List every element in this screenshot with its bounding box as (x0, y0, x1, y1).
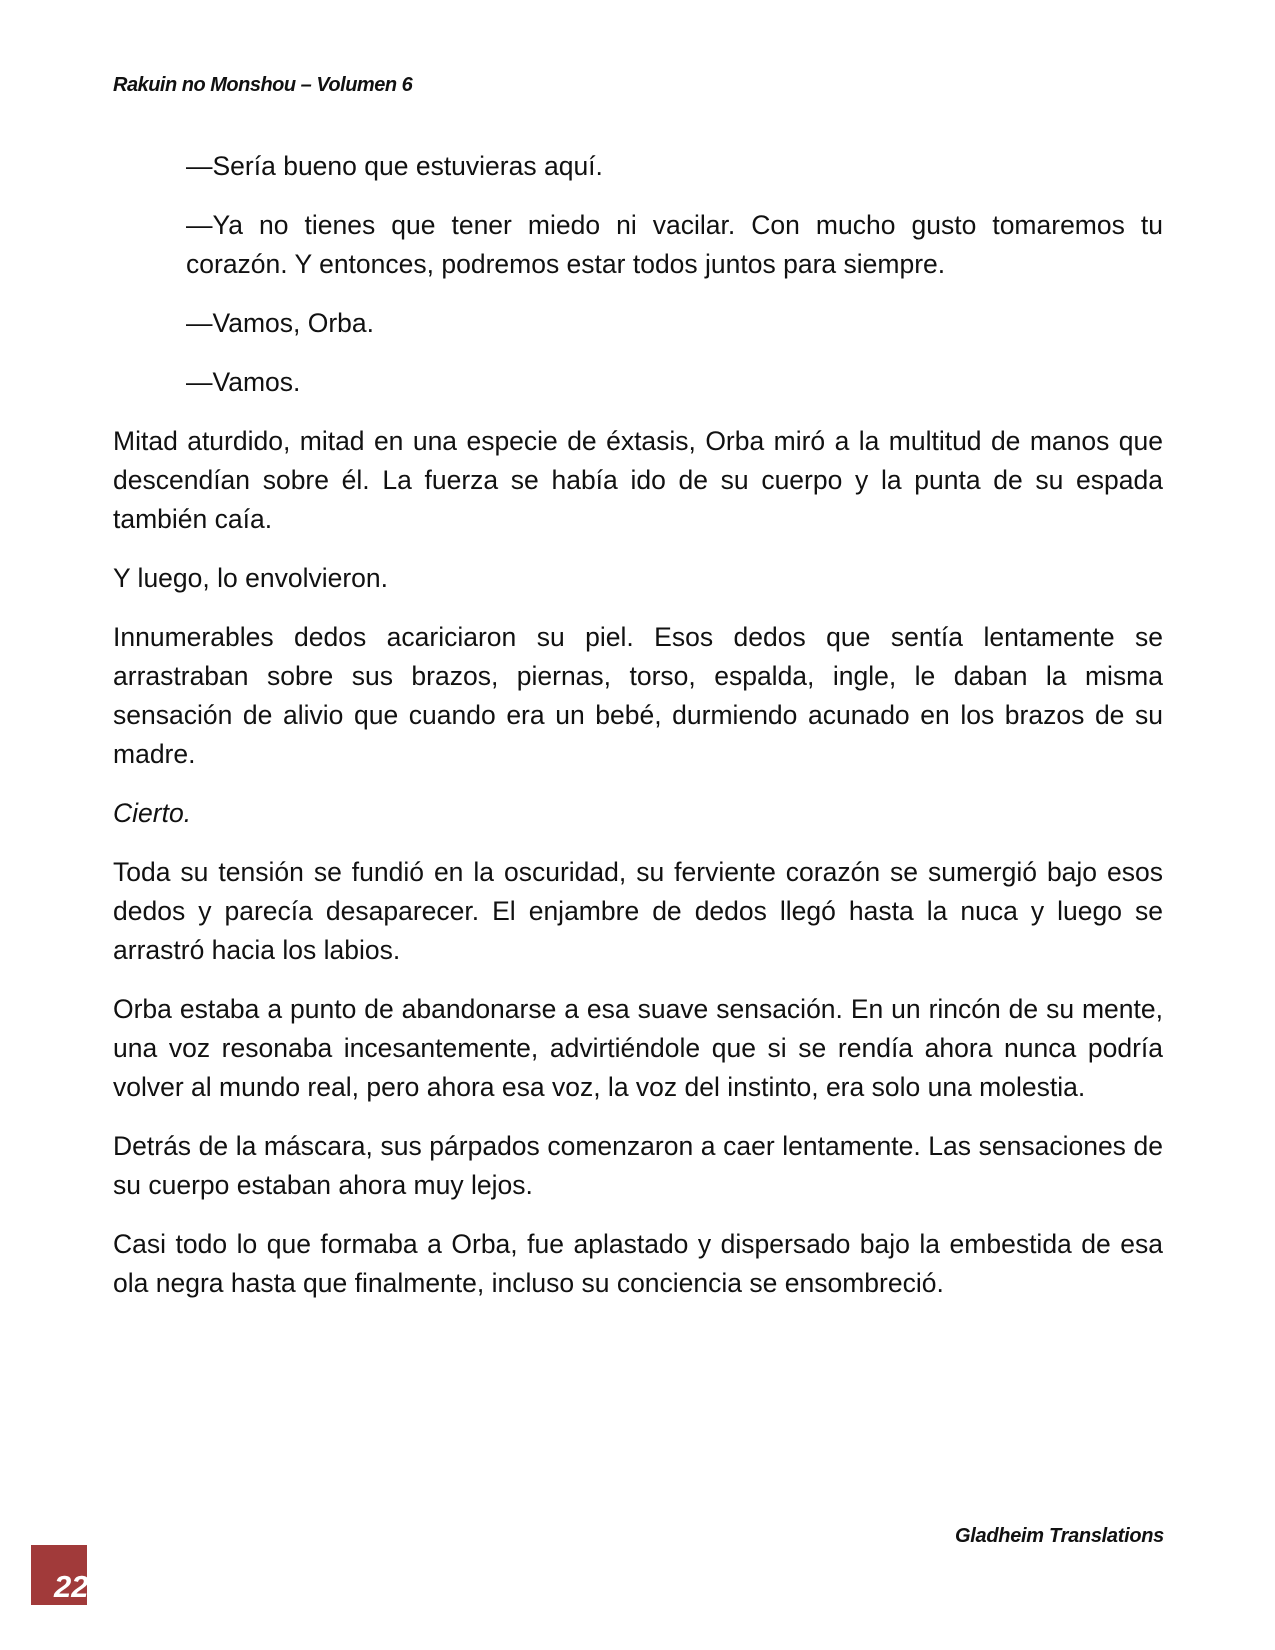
running-header: Rakuin no Monshou – Volumen 6 (113, 74, 413, 96)
paragraph: Casi todo lo que formaba a Orba, fue aplastado y dispersado bajo la embestida de esa ola negra hasta que finalmente, incluso su conciencia se ensombreció. (113, 1229, 1163, 1298)
paragraph: Cierto. (113, 798, 192, 828)
paragraph: —Vamos, Orba. (186, 308, 375, 338)
paragraph: Orba estaba a punto de abandonarse a esa suave sensación. En un rincón de su mente, una voz resonaba incesantemente, advirtiéndole que si se rendía ahora nunca podría volver al mundo real, pero ahora esa voz, la voz del instinto, era solo una molestia. (113, 994, 1163, 1102)
paragraph: Detrás de la máscara, sus párpados comenzaron a caer lentamente. Las sensaciones de su cuerpo estaban ahora muy lejos. (113, 1131, 1163, 1200)
body-text (113, 147, 1163, 1323)
paragraph: Y luego, lo envolvieron. (113, 563, 389, 593)
paragraph: Mitad aturdido, mitad en una especie de éxtasis, Orba miró a la multitud de manos que descendían sobre él. La fuerza se había ido de su cuerpo y la punta de su espada también caía. (113, 426, 1163, 534)
footer-credit: Gladheim Translations (955, 1525, 1164, 1547)
page-number-underline (31, 1605, 87, 1608)
paragraph: Innumerables dedos acariciaron su piel. Esos dedos que sentía lentamente se arrastraban sobre sus brazos, piernas, torso, espalda, ingle, le daban la misma sensación de alivio que cuando era un bebé, durmiendo acunado en los brazos de su madre. (113, 622, 1163, 769)
page-number: 22 (54, 1569, 89, 1604)
paragraph: —Sería bueno que estuvieras aquí. (186, 151, 603, 181)
paragraph: —Ya no tienes que tener miedo ni vacilar. Con mucho gusto tomaremos tu corazón. Y entonces, podremos estar todos juntos para siempre. (186, 210, 1163, 279)
paragraph: Toda su tensión se fundió en la oscuridad, su ferviente corazón se sumergió bajo esos dedos y parecía desaparecer. El enjambre de dedos llegó hasta la nuca y luego se arrastró hacia los labios. (113, 857, 1163, 965)
paragraph: —Vamos. (186, 367, 301, 397)
